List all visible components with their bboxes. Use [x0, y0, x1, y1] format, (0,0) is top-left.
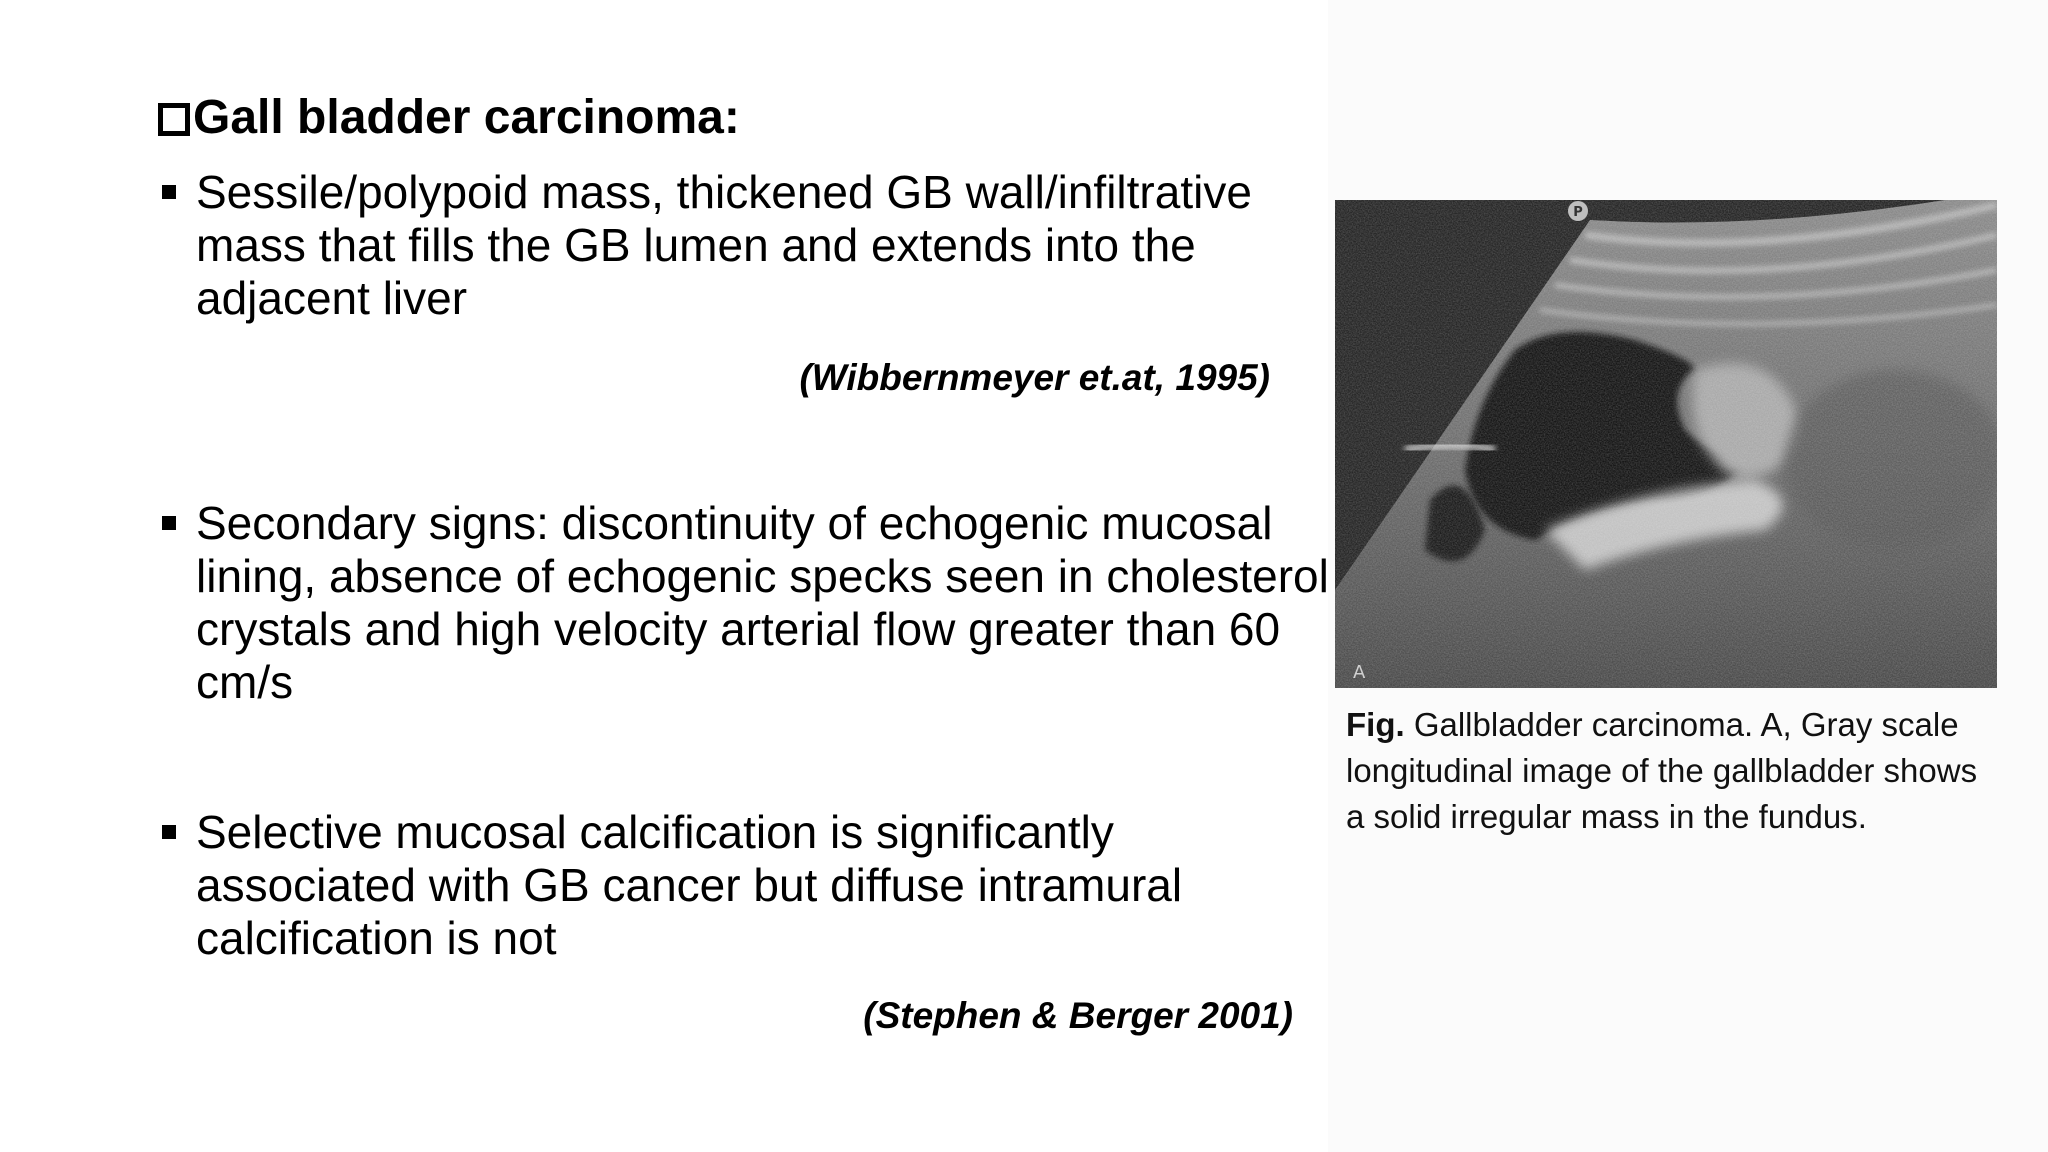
slide-title-text: Gall bladder carcinoma:	[193, 91, 740, 144]
slide-title	[158, 86, 740, 150]
checkbox-bullet-icon	[158, 103, 190, 136]
citation: (Stephen & Berger 2001)	[863, 995, 1293, 1036]
image-label: A	[1353, 662, 1366, 683]
bullet-text: Secondary signs: discontinuity of echogenic mucosal lining, absence of echogenic specks seen in cholesterol crystals and high velocity arterial flow greater than 60 cm/s	[196, 497, 1329, 708]
caption-text: Gallbladder carcinoma. A, Gray scale longitudinal image of the gallbladder shows a solid irregular mass in the fundus.	[1346, 706, 1978, 835]
probe-marker-label: P	[1573, 205, 1583, 220]
bullet-text: Sessile/polypoid mass, thickened GB wall/infiltrative mass that fills the GB lumen and extends into the adjacent liver	[196, 166, 1252, 324]
square-bullet-icon	[162, 185, 176, 199]
bullet-item	[158, 166, 1330, 325]
bullet-item	[158, 806, 1330, 965]
citation: (Wibbernmeyer et.at, 1995)	[799, 357, 1270, 398]
ultrasound-image	[1335, 200, 1997, 688]
square-bullet-icon	[162, 516, 176, 530]
figure-caption	[1346, 702, 1986, 840]
bullet-item	[158, 497, 1330, 709]
bullet-text: Selective mucosal calcification is significantly associated with GB cancer but diffuse intramural calcification is not	[196, 806, 1183, 964]
caption-prefix: Fig.	[1346, 706, 1405, 743]
square-bullet-icon	[162, 825, 176, 839]
